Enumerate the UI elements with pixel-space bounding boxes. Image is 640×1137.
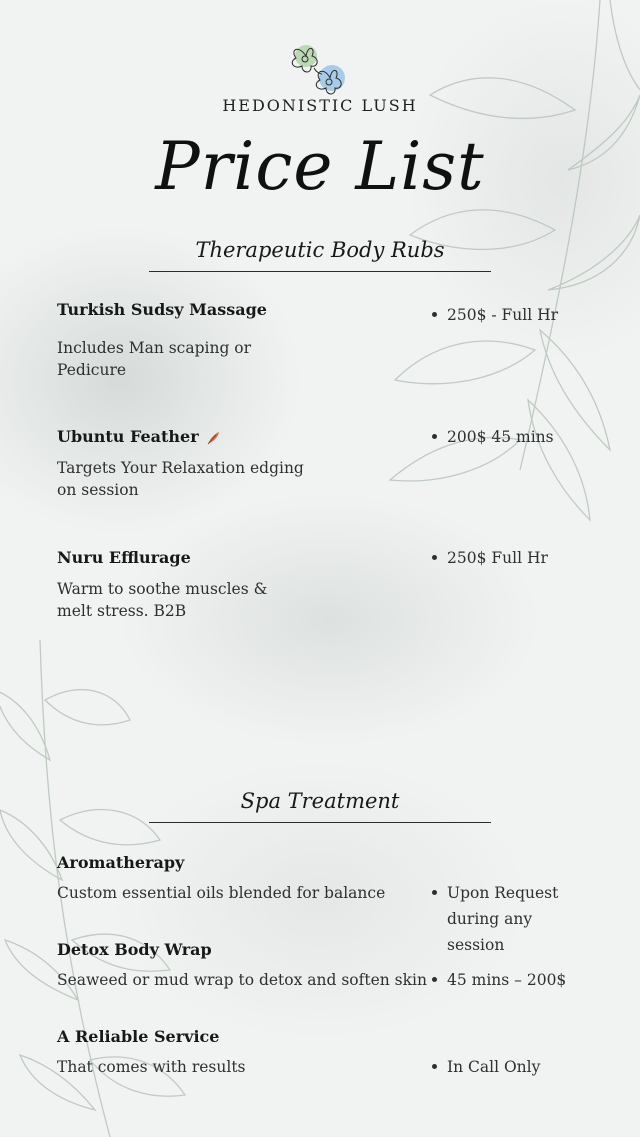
item-name: Ubuntu Feather <box>57 427 220 446</box>
item-name: Detox Body Wrap <box>57 940 212 959</box>
item-price: 250$ Full Hr <box>432 545 548 571</box>
section-title-spa-treatment: Spa Treatment <box>240 789 400 813</box>
brand-name: HEDONISTIC LUSH <box>222 96 418 115</box>
item-description: Warm to soothe muscles & melt stress. B2B <box>57 580 268 620</box>
page-title: Price List <box>155 128 485 205</box>
feather-icon <box>206 431 220 445</box>
item-price: Upon Request during any session <box>432 880 558 958</box>
item-description: That comes with results <box>57 1058 246 1076</box>
flower-logo-icon <box>284 38 356 100</box>
item-description: Targets Your Relaxation edging on session <box>57 459 304 499</box>
item-price: 200$ 45 mins <box>432 424 554 450</box>
item-name: Turkish Sudsy Massage <box>57 300 267 319</box>
section-title-body-rubs: Therapeutic Body Rubs <box>195 238 445 262</box>
section-divider <box>149 822 491 823</box>
item-name: Nuru Efflurage <box>57 548 191 567</box>
item-price: In Call Only <box>432 1054 540 1080</box>
item-price: 45 mins – 200$ <box>432 967 566 993</box>
item-description: Custom essential oils blended for balance <box>57 884 386 902</box>
section-divider <box>149 271 491 272</box>
item-description: Includes Man scaping or Pedicure <box>57 339 252 379</box>
item-description: Seaweed or mud wrap to detox and soften skin <box>57 971 427 989</box>
item-name: Aromatherapy <box>57 853 185 872</box>
item-name: A Reliable Service <box>57 1027 220 1046</box>
item-price: 250$ - Full Hr <box>432 302 558 328</box>
